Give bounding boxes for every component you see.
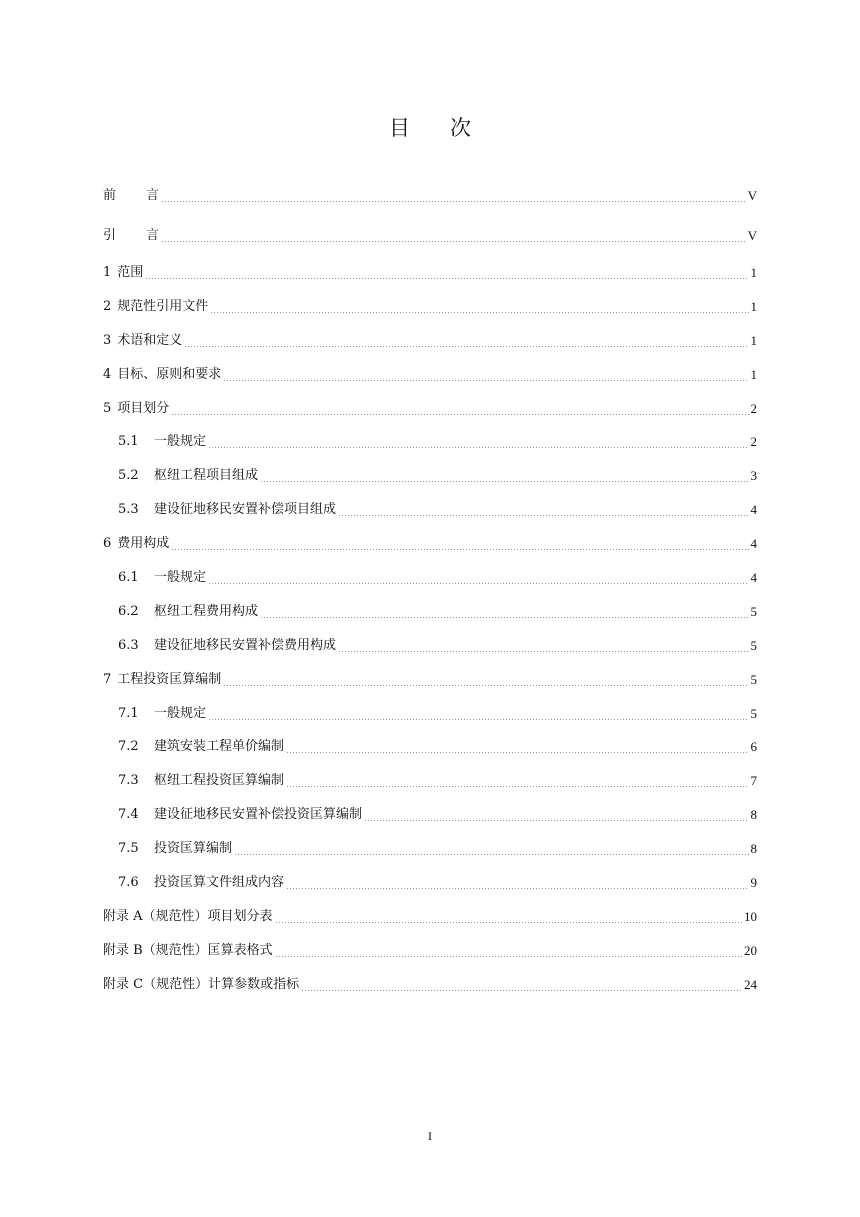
- toc-entry[interactable]: [103, 798, 757, 832]
- toc-entry-label: 建设征地移民安置补偿投资匡算编制: [154, 807, 363, 823]
- toc-entry-page: 7: [750, 773, 757, 789]
- toc-entry-page: 5: [750, 671, 757, 687]
- toc-entry-label: 附录 A（规范性）项目划分表: [103, 908, 273, 924]
- toc-entry-number: 5.1: [118, 434, 139, 450]
- toc-entry[interactable]: [103, 527, 757, 561]
- toc-entry-page: 1: [750, 366, 757, 382]
- toc-entry[interactable]: [103, 358, 757, 392]
- footer-page-number: I: [428, 1129, 432, 1143]
- dot-leader: [171, 409, 748, 415]
- toc-entry-page: 1: [750, 264, 757, 280]
- toc-entry-number: 6.2: [118, 603, 139, 619]
- toc-entry-page: 8: [750, 841, 757, 857]
- toc-entry[interactable]: [103, 176, 757, 216]
- toc-entry-label: 投资匡算编制: [154, 841, 233, 857]
- toc-entry-label: 枢纽工程费用构成: [154, 603, 259, 619]
- toc-entry-label: 一般规定: [154, 705, 207, 721]
- toc-entry-page: 2: [750, 434, 757, 450]
- toc-entry-page: 6: [750, 739, 757, 755]
- toc-entry-page: V: [747, 188, 757, 203]
- toc-entry[interactable]: [103, 968, 757, 1002]
- toc-entry-label: 项目划分: [117, 400, 170, 416]
- toc-entry-label: 投资匡算文件组成内容: [154, 874, 285, 890]
- toc-entry-label: 目标、原则和要求: [117, 366, 222, 382]
- toc-entry-label: 规范性引用文件: [117, 298, 209, 314]
- toc-entry-label: 一般规定: [154, 569, 207, 585]
- toc-entry[interactable]: [103, 324, 757, 358]
- toc-entry-label: 建筑安装工程单价编制: [154, 739, 285, 755]
- toc-entry[interactable]: [103, 730, 757, 764]
- toc-entry[interactable]: [103, 764, 757, 798]
- toc-entry-number: 7.6: [118, 874, 139, 890]
- dot-leader: [301, 985, 742, 991]
- toc-entry-page: 9: [750, 874, 757, 890]
- toc-entry-label: 建设征地移民安置补偿项目组成: [154, 502, 337, 518]
- toc-entry-page: 2: [750, 400, 757, 416]
- toc-entry-label-part: 前: [103, 188, 117, 203]
- dot-leader: [161, 236, 746, 242]
- toc-entry-number: 7.1: [118, 705, 139, 721]
- dot-leader: [161, 196, 746, 202]
- toc-entry-label: 附录 C（规范性）计算参数或指标: [103, 976, 300, 992]
- toc-entry-number: 6: [103, 536, 112, 552]
- dot-leader: [275, 951, 742, 957]
- toc-entry-page: 4: [750, 536, 757, 552]
- dot-leader: [208, 442, 748, 448]
- title-part-1: 目: [389, 116, 410, 140]
- toc-entry-label-part: 言: [146, 188, 160, 203]
- toc-entry-number: 5.3: [118, 502, 139, 518]
- toc-entry-label: 术语和定义: [117, 332, 183, 348]
- dot-leader: [234, 849, 748, 855]
- toc-entry[interactable]: [103, 290, 757, 324]
- toc-entry-label: 建设征地移民安置补偿费用构成: [154, 637, 337, 653]
- dot-leader: [260, 612, 748, 618]
- toc-entry-number: 7.3: [118, 773, 139, 789]
- toc-entry[interactable]: [103, 216, 757, 256]
- toc-entry-page: V: [747, 228, 757, 243]
- toc-entry-number: 4: [103, 366, 112, 382]
- dot-leader: [208, 578, 748, 584]
- title-part-2: 次: [450, 116, 471, 140]
- table-of-contents: [103, 176, 757, 1002]
- toc-entry-page: 5: [750, 705, 757, 721]
- dot-leader: [184, 341, 748, 347]
- toc-entry[interactable]: [103, 425, 757, 459]
- dot-leader: [338, 646, 748, 652]
- dot-leader: [210, 307, 748, 313]
- dot-leader: [286, 747, 748, 753]
- toc-entry[interactable]: [103, 256, 757, 290]
- toc-entry-label: 范围: [117, 264, 144, 280]
- toc-entry[interactable]: [103, 934, 757, 968]
- toc-entry[interactable]: [103, 866, 757, 900]
- toc-entry-page: 24: [744, 976, 757, 992]
- toc-entry-number: 3: [103, 332, 112, 348]
- toc-entry-page: 4: [750, 502, 757, 518]
- toc-entry[interactable]: [103, 629, 757, 663]
- dot-leader: [145, 273, 748, 279]
- toc-entry-page: 4: [750, 569, 757, 585]
- toc-entry-label: [103, 189, 159, 203]
- toc-entry[interactable]: [103, 832, 757, 866]
- dot-leader: [364, 815, 748, 821]
- toc-entry-label: 费用构成: [117, 536, 170, 552]
- toc-entry-page: 5: [750, 603, 757, 619]
- toc-entry[interactable]: [103, 900, 757, 934]
- dot-leader: [275, 917, 742, 923]
- toc-entry-number: 7.2: [118, 739, 139, 755]
- toc-entry-label: 枢纽工程项目组成: [154, 468, 259, 484]
- dot-leader: [286, 883, 748, 889]
- toc-entry[interactable]: [103, 561, 757, 595]
- toc-entry-number: 6.1: [118, 569, 139, 585]
- dot-leader: [338, 510, 748, 516]
- toc-entry-label: 枢纽工程投资匡算编制: [154, 773, 285, 789]
- toc-entry-page: 1: [750, 298, 757, 314]
- toc-entry-number: 5.2: [118, 468, 139, 484]
- toc-entry[interactable]: [103, 697, 757, 731]
- toc-entry-page: 20: [744, 942, 757, 958]
- toc-entry-label: [103, 229, 159, 243]
- dot-leader: [260, 476, 748, 482]
- toc-entry[interactable]: [103, 663, 757, 697]
- page-title: [0, 112, 860, 142]
- toc-entry-number: 7.5: [118, 841, 139, 857]
- toc-entry[interactable]: [103, 459, 757, 493]
- toc-entry-page: 10: [744, 908, 757, 924]
- toc-entry-label: 附录 B（规范性）匡算表格式: [103, 942, 273, 958]
- dot-leader: [286, 781, 748, 787]
- toc-entry[interactable]: [103, 493, 757, 527]
- toc-entry-label-part: 言: [146, 228, 160, 243]
- toc-entry-label: 工程投资匡算编制: [117, 671, 222, 687]
- dot-leader: [223, 680, 748, 686]
- toc-entry-number: 1: [103, 264, 112, 280]
- toc-entry-number: 6.3: [118, 637, 139, 653]
- toc-entry-label: 一般规定: [154, 434, 207, 450]
- toc-entry[interactable]: [103, 392, 757, 426]
- toc-entry-page: 5: [750, 637, 757, 653]
- dot-leader: [208, 714, 748, 720]
- toc-entry-number: 5: [103, 400, 112, 416]
- toc-entry-page: 3: [750, 468, 757, 484]
- toc-entry-number: 7.4: [118, 807, 139, 823]
- toc-entry-page: 1: [750, 332, 757, 348]
- dot-leader: [223, 375, 748, 381]
- toc-entry-number: 7: [103, 671, 112, 687]
- toc-entry-number: 2: [103, 298, 112, 314]
- toc-entry-label-part: 引: [103, 228, 117, 243]
- toc-entry[interactable]: [103, 595, 757, 629]
- dot-leader: [171, 544, 748, 550]
- toc-entry-page: 8: [750, 807, 757, 823]
